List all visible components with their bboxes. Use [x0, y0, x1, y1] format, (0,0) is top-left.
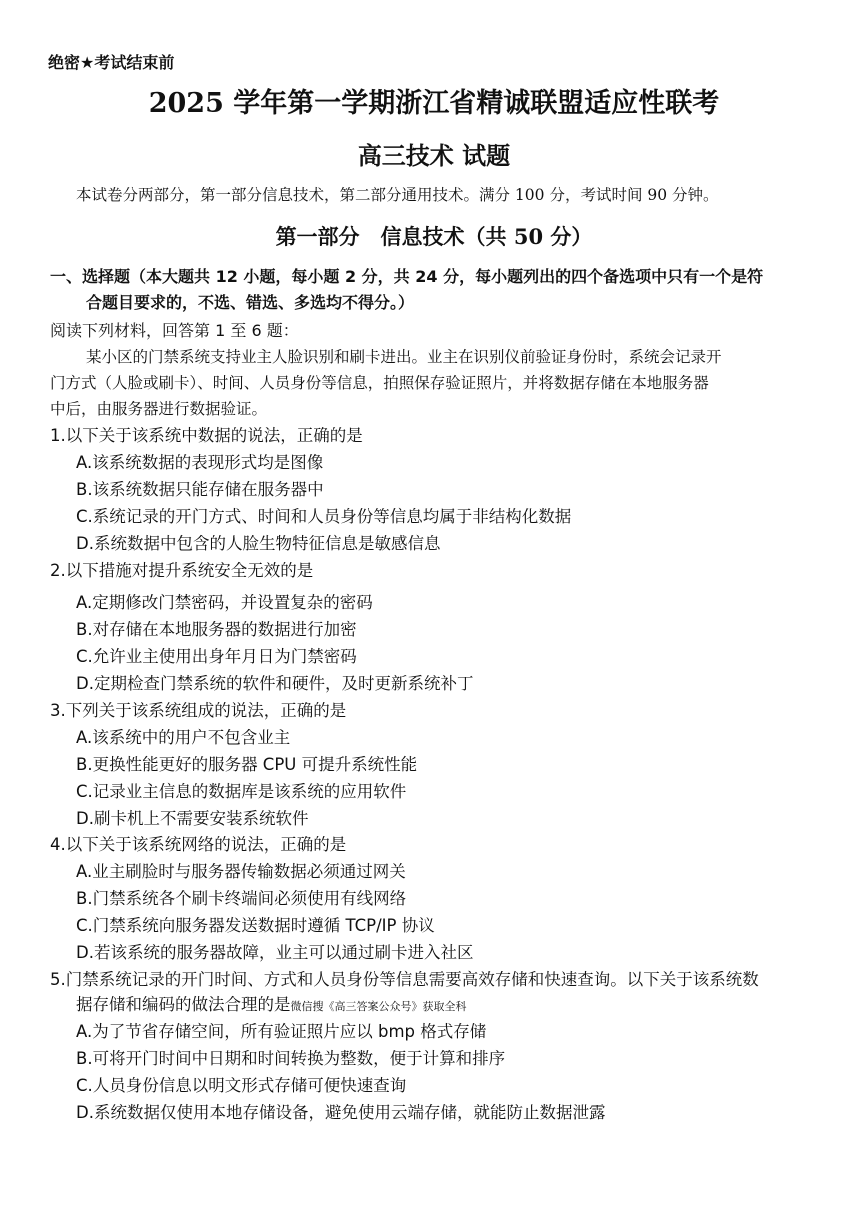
question-2-option-b: B.对存储在本地服务器的数据进行加密 — [76, 620, 357, 639]
question-3-option-d: D.刷卡机上不需要安装系统软件 — [76, 809, 309, 828]
question-1-option-b: B.该系统数据只能存储在服务器中 — [76, 480, 324, 499]
question-3-option-c: C.记录业主信息的数据库是该系统的应用软件 — [76, 782, 407, 801]
question-5-stem-continued — [76, 994, 467, 1018]
question-5-option-b: B.可将开门时间中日期和时间转换为整数，便于计算和排序 — [76, 1049, 506, 1068]
question-3-stem: 3.下列关于该系统组成的说法，正确的是 — [50, 701, 347, 720]
question-4-option-b: B.门禁系统各个刷卡终端间必须使用有线网络 — [76, 889, 407, 908]
question-1-stem: 1.以下关于该系统中数据的说法，正确的是 — [50, 426, 363, 445]
question-1-option-a: A.该系统数据的表现形式均是图像 — [76, 453, 324, 472]
question-2-option-a: A.定期修改门禁密码，并设置复杂的密码 — [76, 593, 373, 612]
question-5-option-d: D.系统数据仅使用本地存储设备，避免使用云端存储，就能防止数据泄露 — [76, 1103, 606, 1122]
material-line1: 某小区的门禁系统支持业主人脸识别和刷卡进出。业主在识别仪前验证身份时，系统会记录开 — [86, 348, 722, 366]
watermark-note: 微信搜《高三答案公众号》获取全科 — [290, 1000, 467, 1013]
question-4-option-c: C.门禁系统向服务器发送数据时遵循 TCP/IP 协议 — [76, 916, 435, 935]
question-3-option-a: A.该系统中的用户不包含业主 — [76, 728, 291, 747]
material-line2: 门方式（人脸或刷卡）、时间、人员身份等信息，拍照保存验证照片，并将数据存储在本地服务器 — [50, 374, 709, 392]
question-2-option-d: D.定期检查门禁系统的软件和硬件，及时更新系统补丁 — [76, 674, 474, 693]
question-4-option-d: D.若该系统的服务器故障，业主可以通过刷卡进入社区 — [76, 943, 474, 962]
exam-title: 2025 学年第一学期浙江省精诚联盟适应性联考 — [148, 88, 720, 119]
confidential-label: 绝密★考试结束前 — [48, 53, 175, 72]
question-2-option-c: C.允许业主使用出身年月日为门禁密码 — [76, 647, 357, 666]
exam-subtitle: 高三技术 试题 — [357, 141, 511, 170]
material-line3: 中后，由服务器进行数据验证。 — [50, 400, 268, 418]
section1-heading-line2: 合题目要求的，不选、错选、多选均不得分。） — [86, 293, 415, 312]
question-3-option-b: B.更换性能更好的服务器 CPU 可提升系统性能 — [76, 755, 418, 774]
material-lead: 阅读下列材料，回答第 1 至 6 题： — [50, 321, 299, 340]
part1-heading: 第一部分 信息技术（共 50 分） — [275, 224, 593, 249]
question-1-option-c: C.系统记录的开门方式、时间和人员身份等信息均属于非结构化数据 — [76, 507, 572, 526]
exam-intro: 本试卷分两部分，第一部分信息技术，第二部分通用技术。满分 100 分，考试时间 90 分钟。 — [76, 186, 719, 204]
question-5-stem: 5.门禁系统记录的开门时间、方式和人员身份等信息需要高效存储和快速查询。以下关于该系统数 — [50, 970, 759, 989]
question-2-stem: 2.以下措施对提升系统安全无效的是 — [50, 561, 314, 580]
question-1-option-d: D.系统数据中包含的人脸生物特征信息是敏感信息 — [76, 534, 441, 553]
question-5-stem-continued-text: 据存储和编码的做法合理的是 — [76, 995, 291, 1014]
question-5-option-c: C.人员身份信息以明文形式存储可便快速查询 — [76, 1076, 407, 1095]
question-5-option-a: A.为了节省存储空间，所有验证照片应以 bmp 格式存储 — [76, 1022, 487, 1041]
question-4-option-a: A.业主刷脸时与服务器传输数据必须通过网关 — [76, 862, 406, 881]
section1-heading-line1: 一、选择题（本大题共 12 小题，每小题 2 分，共 24 分，每小题列出的四个备选项中只有一个是符 — [50, 267, 764, 286]
question-4-stem: 4.以下关于该系统网络的说法，正确的是 — [50, 835, 347, 854]
